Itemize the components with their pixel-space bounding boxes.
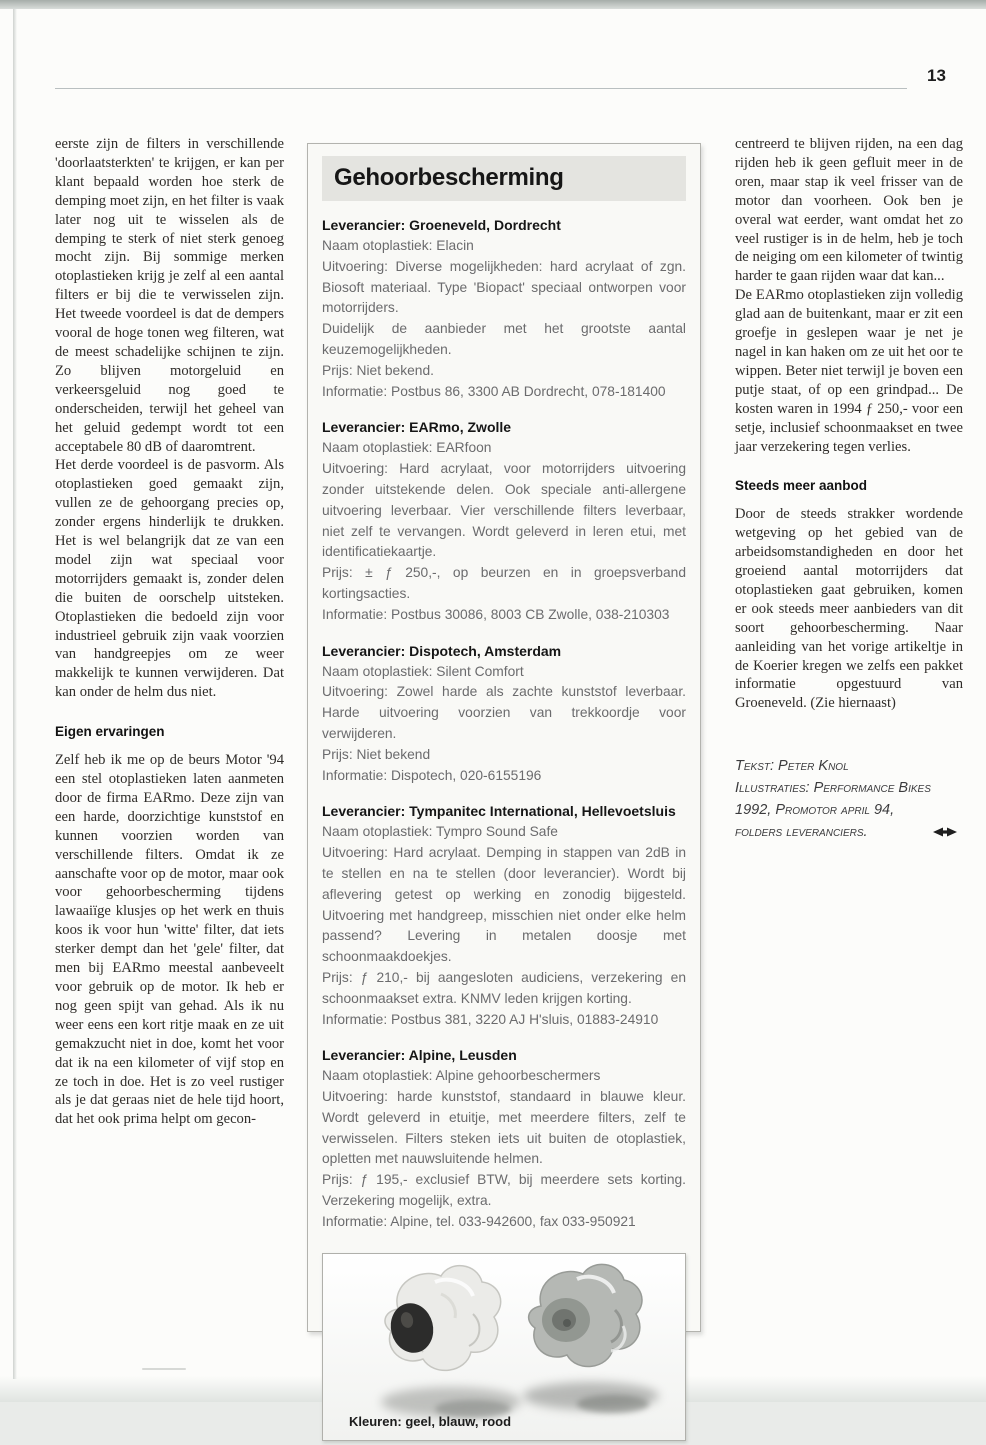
supplier-section: [322, 419, 686, 625]
supplier-line: Uitvoering: Hard acrylaat, voor motorrijders uitvoering zonder uitstekende delen. Ook speciale anti-allergene uitvoering leverbaar. Vier verschillende filters leverbaar, niet zelf te vervangen. Wordt geleverd in leren etui, met identificatiekaartje.: [322, 461, 686, 560]
credits: [735, 755, 963, 843]
supplier-header: Leverancier: Dispotech, Amsterdam: [322, 642, 562, 659]
supplier-line: Informatie: Postbus 86, 3300 AB Dordrecht, 078-181400: [322, 383, 666, 399]
supplier-section: [322, 217, 686, 402]
supplier-line: Naam otoplastiek: Elacin: [322, 238, 474, 253]
supplier-line: Naam otoplastiek: EARfoon: [322, 440, 492, 456]
body-paragraph: Zelf heb ik me op de beurs Motor '94 een stel otoplastieken laten aanmeten door de firma EARmo. Deze zijn van een harde, doorzichtige kunststof en kunnen voorzien worden van verschillende filters. Omdat ik ze aanschafte voor op de motor, maar ook voor gehoorbescherming tijdens lawaaiïge klusjes op het werk en thuis koos ik voor hun 'witte' filter, dat iets sterker dempt dan het 'gele' filter, dat men bij EARmo meestal aanbeveelt voor gebruik op de motor. Ik heb er nog geen spijt van gehad. Als ik nu weer eens een kort ritje maak en ze uit gemakzucht niet in doe, komt het voor dat ik na een kilometer of vijf stop en ze toch in doe. Het is zo veel rustiger als je dat geraas niet de hele tijd hoort, dat het ook prima helpt om gecon-: [55, 752, 284, 1128]
supplier-header: Leverancier: Alpine, Leusden: [322, 1047, 517, 1064]
supplier-line: Naam otoplastiek: Alpine gehoorbeschermers: [322, 1068, 601, 1084]
body-paragraph: centreerd te blijven rijden, na een dag rijden heb ik geen gefluit meer in de oren, maar stap ik veel frisser van de motor dan voorheen. Ook ben je overal wat eerder, want omdat het zo veel rustiger is in de helm, heb je toch de neiging om een kilometer of twintig harder te gaan rijden waar dat kan...: [735, 136, 963, 285]
supplier-box: [307, 143, 701, 1429]
right-column: [735, 135, 963, 843]
supplier-line: Informatie: Postbus 30086, 8003 CB Zwolle, 038-210303: [322, 606, 670, 622]
scan-smudge: [142, 1368, 186, 1370]
supplier-line: Prijs: ƒ 195,- exclusief BTW, bij meerdere sets korting. Verzekering mogelijk, extra.: [322, 1172, 686, 1209]
supplier-line: Uitvoering: Hard acrylaat. Demping in stappen van 2dB in te stellen en na te stellen (door leverancier). Wordt bij aflevering getest op werking en zonodig bijgesteld. Uitvoering met handgreep, misschien niet onder elke helm passend? Levering in metalen doosje met schoonmaakdoekjes.: [322, 845, 686, 965]
supplier-line: Prijs: Niet bekend: [322, 746, 431, 762]
left-column: [55, 135, 284, 1129]
header-rule: [55, 88, 907, 89]
supplier-section: [322, 1047, 686, 1232]
supplier-line: Informatie: Dispotech, 020-6155196: [322, 767, 542, 783]
subheading-eigen-ervaringen: Eigen ervaringen: [55, 724, 165, 740]
body-paragraph: eerste zijn de filters in verschillende 'doorlaatsterkten' te krijgen, er kan per klant bepaald worden hoe sterk de demping moet zijn, en het filter is vaak later nog uit te wisselen als de demping te sterk of niet sterk genoeg mocht zijn. Bij sommige merken otoplastieken krijg je zelf al een aantal filters er bij die te verwisselen zijn. Het tweede voordeel is dat de dempers vooral de hoge tonen weg filteren, wat de meest schadelijke schijnen te zijn. Zo blijven motorgeluid en verkeersgeluid nog goed te onderscheiden, terwijl het geheel van het geluid gedempt wordt tot een acceptabele 80 dB of daaromtrent.: [55, 136, 284, 455]
credits-illustrations-line: Illustraties: Performance Bikes 1992, Promotor april 94,: [735, 780, 931, 819]
supplier-line: Duidelijk de aanbieder met het grootste aantal keuzemogelijkheden.: [322, 321, 686, 357]
supplier-line: Uitvoering: harde kunststof, standaard in blauwe kleur. Wordt geleverd in etuitje, met meerdere filters, zelf te verwisselen. Filters steken iets uit buiten de otoplastiek, opletten met nauwsluitende helmen.: [322, 1089, 686, 1167]
body-paragraph: De EARmo otoplastieken zijn volledig glad aan de buitenkant, maar er zit een groefje in geslepen waar je net je nagel in kan haken om ze uit het oor te wippen. Beter niet terwijl je boven een putje staat, of op een grindpad... De kosten waren in 1994 ƒ 250,- voor een setje, inclusief schoonmaakset en twee jaar verzekering tegen verlies.: [735, 287, 963, 455]
supplier-line: Prijs: Niet bekend.: [322, 362, 434, 378]
supplier-header: Leverancier: EARmo, Zwolle: [322, 419, 512, 436]
supplier-line: Informatie: Alpine, tel. 033-942600, fax 033-950921: [322, 1213, 636, 1229]
end-mark-icon: [933, 827, 957, 837]
photo-frame: [322, 1253, 686, 1441]
subheading-steeds-meer-aanbod: Steeds meer aanbod: [735, 478, 868, 494]
supplier-line: Naam otoplastiek: Silent Comfort: [322, 663, 524, 679]
supplier-section: [322, 643, 686, 787]
box-title: Gehoorbescherming: [322, 156, 686, 201]
supplier-line: Informatie: Postbus 381, 3220 AJ H'sluis, 01883-24910: [322, 1011, 659, 1027]
earplugs-photo: [323, 1254, 685, 1440]
supplier-line: Uitvoering: Diverse mogelijkheden: hard acrylaat of zgn. Biosoft materiaal. Type 'Biopact' speciaal ontworpen voor motorrijders.: [322, 258, 686, 316]
supplier-section: [322, 803, 686, 1030]
supplier-line: Prijs: ± ƒ 250,-, op beurzen en in groepsverband kortingsacties.: [322, 565, 686, 601]
page-left-edge: [13, 9, 17, 1379]
supplier-line: Naam otoplastiek: Tympro Sound Safe: [322, 824, 558, 840]
body-paragraph: Het derde voordeel is de pasvorm. Als otoplastieken goed gemaakt zijn, vullen ze de gehoorgang precies op, zonder ergens hinderlijk te drukken. Het is wel belangrijk dat ze van een model zijn wat speciaal voor motorrijders gemaakt is, zonder delen die buiten de oorschelp uitsteken. Otoplastieken die bedoeld zijn voor industrieel gebruik zijn vaak voorzien van handgreepjes om ze weer makkelijk te kunnen verwijderen. Dat kan onder de helm dus niet.: [55, 457, 284, 701]
credits-text-line: Tekst: Peter Knol: [735, 758, 849, 775]
photo-caption: Kleuren: geel, blauw, rood: [349, 1413, 512, 1429]
supplier-line: Prijs: ƒ 210,- bij aangesloten audiciens, verzekering en schoonmaakset extra. KNMV leden krijgen korting.: [322, 969, 686, 1006]
page-number: 13: [927, 66, 946, 85]
supplier-line: Uitvoering: Zowel harde als zachte kunststof leverbaar. Harde uitvoering voorzien van trekkoordje voor verwijderen.: [322, 684, 686, 741]
credits-folders-line: folders leveranciers.: [735, 824, 868, 841]
supplier-header: Leverancier: Groeneveld, Dordrecht: [322, 217, 561, 233]
body-paragraph: Door de steeds strakker wordende wetgeving op het gebied van de arbeidsomstandigheden en door het groeiend aantal motorrijders dat otoplastieken gaat gebruiken, komen er ook steeds meer aanbieders van dit soort gehoorbescherming. Naar aanleiding van het vorige artikeltje in de Koerier kregen we zelfs een pakket informatie opgestuurd van Groeneveld. (Zie hiernaast): [735, 506, 963, 712]
page-top-edge: [0, 0, 986, 9]
supplier-header: Leverancier: Tympanitec International, Hellevoetsluis: [322, 803, 676, 820]
